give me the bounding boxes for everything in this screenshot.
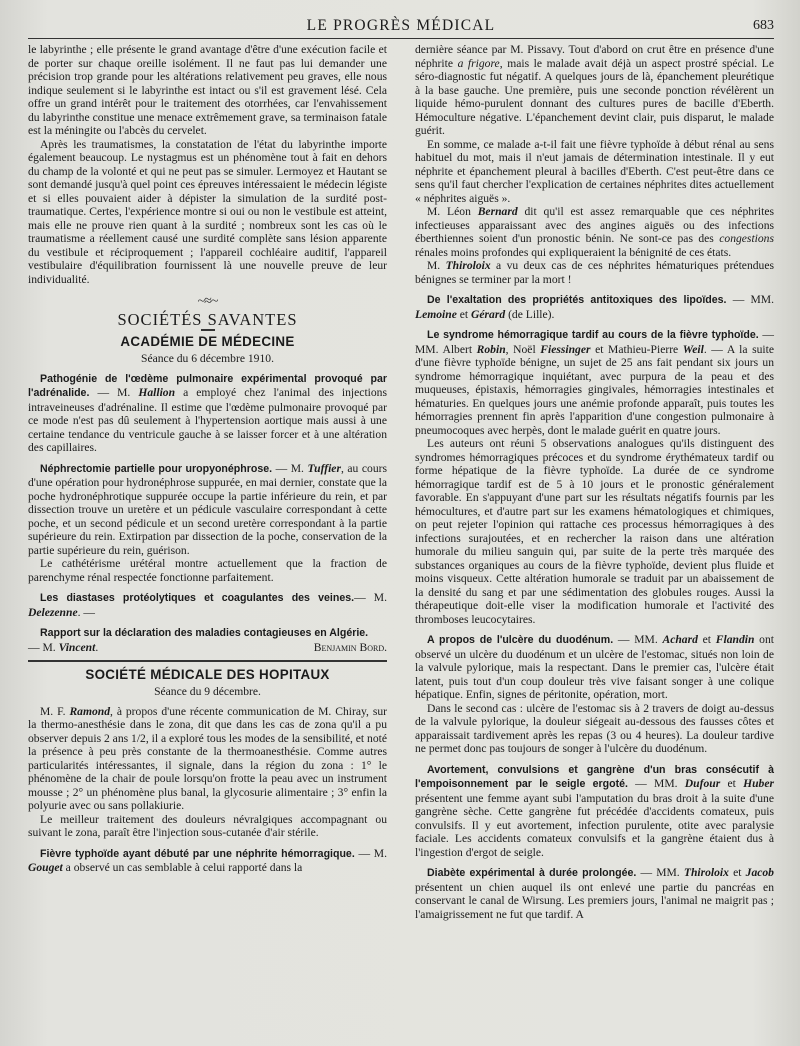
author-name: Delezenne	[28, 605, 78, 619]
article-pathogenie: Pathogénie de l'œdème pulmonaire expérimental provoqué par l'adrénalide. — M. Hallion a employé chez l'animal des injections intraveineuses d'adrénaline. Il estime que l'œdème pulmonaire provoqué par ce mode n'est pas dû seulement à l'hypertension aortique mais aussi à une certaine tendance du ventricule gauche à se laisser forcer et à une altération des capillaires.	[28, 372, 387, 454]
article-rapport	[28, 626, 387, 641]
paragraph-pissavy: dernière séance par M. Pissavy. Tout d'abord on crut être en présence d'une néphrite a frigore, mais le malade avait déjà un aspect prostré spécial. Le séro-diagnostic fut négatif. A quelques jours de là, épanchement pleurétique à la base gauche. Une première, puis une seconde ponction révélèrent un liquide hémo-purulent donnant des cultures pures de bacille d'Eberth. Hémoculture négative. L'épanchement devint clair, puis disparut, le malade guérit.	[415, 43, 774, 137]
author-name: Ramond	[69, 704, 111, 718]
article-fievre-typhoide: Fièvre typhoïde ayant débuté par une néphrite hémorragique. — M. Gouget a observé un cas semblable à celui rapporté dans la	[28, 846, 387, 874]
author-name: Hallion	[138, 386, 176, 399]
paragraph-labyrinthe: le labyrinthe ; elle présente le grand avantage d'être d'une exécution facile et de porter sur chaque oreille isolément. Il ne faut pas lui demander une précision trop grande pour les altérations relativement peu graves, elle nous indique seulement si le labyrinthe est intact ou s'il est gravement lésé. Cela offre un grand intérêt pour le traitement des otorrhées, car l'envahissement du labyrinthe constitue une menace extrêmement grave, sa terminaison fatale est la méningite ou l'abcès du cervelet.	[28, 43, 387, 137]
paragraph-catheterisme: Le cathétérisme urétéral montre actuellement que la fraction de parenchyme rénal respectée fonctionne parfaitement.	[28, 557, 387, 584]
author-name: Thiroloix	[683, 866, 729, 879]
section-rule	[28, 660, 387, 662]
ornament-divider: ~≈~	[197, 294, 218, 309]
right-column	[415, 43, 774, 921]
article-diastases: Les diastases protéolytiques et coagulantes des veines.— M. Delezenne. —	[28, 591, 388, 619]
journal-title: LE PROGRÈS MÉDICAL	[306, 17, 496, 34]
run-in-title: Fièvre typhoïde ayant débuté par une néphrite hémorragique.	[40, 847, 355, 860]
author-name: Dufour	[684, 777, 721, 790]
signature-line: — M. Vincent. Benjamin Bord.	[28, 640, 387, 654]
author-name: Bernard	[477, 205, 518, 218]
article-ramond: M. F. Ramond, à propos d'une récente communication de M. Chiray, sur la thermo-anesthésie dans le zona, dit que dans les cas de zona qu'il a pu observer depuis 2 ans 1/2, il a exploré tous les modes de la sensibilité, et noté la présence à peu près constante de la thermoanesthésie. Comme autres particularités intéressantes, il signale, dans la région du zona : 1° le phénomène de la chair de poule lorsqu'on frotte la peau avec un instrument mousse ; 2° un phénomène plus banal, la glycosurie alimentaire ; 3° enfin la polyurie avec ou sans pollakiurie.	[28, 704, 388, 812]
author-name: Gouget	[28, 861, 63, 874]
paragraph-thiroloix: M. Thiroloix a vu deux cas de ces néphrites hématuriques prétendues bénignes se terminer par la mort !	[415, 259, 774, 286]
section-title-societes: SOCIÉTÉS SAVANTES	[117, 309, 298, 329]
paragraph-auteurs: Les auteurs ont réuni 5 observations analogues qu'ils distinguent des syndromes hémorragiques précoces et du syndrome érythémateux tardif ou forme hépatique de la fièvre typhoïde. La durée de ce syndrome hémorragique tardif est de 5 à 10 jours et le pronostic généralement favorable. En s'appuyant d'une part sur les résultats négatifs fournis par les hémocultures, et d'autre part sur les examens hématologiques et chimiques, on peut rejeter l'opinion qui rattache ces processus hémorragiques à des infections surajoutées, et en rechercher la raison dans une altération humorale du milieu sanguin qui, par suite de la perte très marquée des substances organiques au cours de la fièvre typhoïde, devient plus fluide et moins visqueux. Cette altération humorale se traduit par un abaissement de la densité du sang et par une sédimentation des globules rouges. Aussi la thérapeutique doit-elle viser la modification humorale et l'activité des thromboses leucocytaires.	[415, 437, 774, 626]
page-header	[28, 16, 774, 39]
run-in-title: Les diastases protéolytiques et coagulantes des veines.	[40, 592, 355, 604]
author-name: Robin	[476, 342, 506, 356]
author-name: Fiessinger	[540, 342, 591, 356]
heading-hopitaux: SOCIÉTÉ MÉDICALE DES HOPITAUX	[85, 666, 330, 682]
run-in-title: De l'exaltation des propriétés antitoxiques des lipoïdes.	[427, 294, 727, 306]
columns	[28, 43, 774, 921]
paragraph-traumatismes: Après les traumatismes, la constatation de l'état du labyrinthe importe également beaucoup. Le nystagmus est un phénomène tout à fait en dehors du champ de la volonté et qui ne peut pas se simuler. Lermoyez et Hautant se sont demandé jusqu'à quel point ces épreuves intéressaient le médecin légiste et si elles pouvaient aider à dépister la simulation de la surdité post-traumatique. Certes, l'expérience montre si oui ou non le vestibule est atteint, mais elle ne prouve rien quant à la surdité ; nombreux sont les cas où le traumatisme a réellement causé une surdité complète sans lésion apparente du vestibule et réciproquement ; l'appareil cochléaire auditif, l'appareil vestibulaire d'équilibration fournissent là une nouvelle preuve de leur individualité.	[28, 137, 387, 286]
run-in-title: Avortement, convulsions et gangrène d'un bras consécutif à l'empoisonnement par le seigle ergoté.	[415, 763, 774, 790]
article-lipoides: De l'exaltation des propriétés antitoxiques des lipoïdes. — MM. Lemoine et Gérard (de Lille).	[415, 293, 774, 321]
author-name: Weil	[682, 342, 704, 356]
run-in-title: Rapport sur la déclaration des maladies contagieuses en Algérie.	[40, 627, 369, 639]
author-name: Tuffier	[307, 461, 341, 475]
run-in-title: Diabète expérimental à durée prolongée.	[427, 867, 637, 879]
paragraph-traitement-zona: Le meilleur traitement des douleurs névralgiques accompagnant ou suivant le zona, paraît être l'injection sous-cutanée d'air stérile.	[28, 812, 387, 839]
author-name: Achard	[662, 633, 698, 646]
article-seigle-ergote: Avortement, convulsions et gangrène d'un bras consécutif à l'empoisonnement par le seigle ergoté. — MM. Dufour et Huber présentent une femme ayant subi l'amputation du bras droit à la suite d'une gangrène sèche. Cette gangrène fut précédée d'accidents comateux, puis convulsifs. Il y eut avortement, infection purulente, otite avec paralysie faciale. Les accidents comateux convulsifs et la gangrène étaient dus à l'ingestion d'ergot de seigle.	[415, 763, 774, 859]
paragraph-en-somme: En somme, ce malade a-t-il fait une fièvre typhoïde à début rénal au sens habituel du mot, mais il n'eut jamais de détermination intestinale. Il y eut néphrite et épanchement pleural à bacilles d'Eberth. C'est peut-être dans ce sens qu'il faut chercher l'explication de certaines néphrites dites actuellement « néphrites aiguës ».	[415, 137, 774, 205]
author-name: Huber	[743, 777, 774, 790]
author-name: Vincent	[58, 640, 96, 654]
author-name: Lemoine	[415, 307, 457, 321]
run-in-title: Néphrectomie partielle pour uropyonéphrose.	[40, 462, 273, 475]
article-diabete: Diabète expérimental à durée prolongée. — MM. Thiroloix et Jacob présentent un chien auquel ils ont enlevé une partie du pancréas en conservant le canal de Wirsung. Les premiers jours, l'animal ne maigrit pas ; l'amaigrissement ne fut que tardif. A	[415, 866, 774, 921]
author-name: Thiroloix	[445, 259, 491, 272]
run-in-title: Pathogénie de l'œdème pulmonaire expérimental provoqué par l'adrénalide.	[28, 372, 387, 399]
author-name: Gérard	[471, 307, 506, 321]
left-column	[28, 43, 387, 921]
paragraph-bernard: M. Léon Bernard dit qu'il est assez remarquable que ces néphrites infectieuses apparaissant avec des angines aiguës ou des infections éberthiennes soient d'un pronostic bénin. Ne sont-ce pas des congestions rénales moins profondes qui expliqueraient la bénignité de ces états.	[415, 205, 774, 259]
heading-academie: ACADÉMIE DE MÉDECINE	[120, 333, 295, 349]
page-number: 683	[753, 18, 774, 33]
article-nephrectomie: Néphrectomie partielle pour uropyonéphrose. — M. Tuffier, au cours d'une opération pour hydronéphrose suppurée, en mai dernier, constate que la poche hydronéphrotique suppurée occupe la partie inférieure du rein, et par dissection trouve un uretère et un pédicule vasculaire correspondant à cette poche, et un second pédicule et un second uretère correspondant à la partie supérieure du rein. Extirpation par dissection de la poche, conservation de la partie supérieure du rein, guérison.	[28, 461, 387, 557]
paragraph-second-cas: Dans le second cas : ulcère de l'estomac sis à 2 travers de doigt au-dessus de la valvule pylorique, la douleur siégeait au-dessous des fausses côtes et apparaissait tardivement après les repas (3 ou 4 heures). La douleur tardive ne permet donc pas toujours de songer à l'ulcère du duodénum.	[415, 701, 774, 755]
author-name: Flandin	[715, 633, 755, 646]
run-in-title: Le syndrome hémorragique tardif au cours de la fièvre typhoïde.	[427, 329, 759, 341]
author-name: Jacob	[745, 866, 774, 879]
section-dash	[201, 329, 215, 331]
run-in-title: A propos de l'ulcère du duodénum.	[427, 634, 614, 646]
article-ulcere-duodenum: A propos de l'ulcère du duodénum. — MM. Achard et Flandin ont observé un ulcère du duodénum et un ulcère de l'estomac, situés non loin de la valvule pylorique, mais la respectant. Dans le premier cas, l'ulcère était latent, puis tout d'un coup douleur très vive faisant songer à une colique hépatique. Enfin, signes de péritonite, opération, mort.	[415, 633, 774, 701]
article-syndrome-hemorragique: Le syndrome hémorragique tardif au cours de la fièvre typhoïde. — MM. Albert Robin, Noël Fiessinger et Mathieu-Pierre Weil. — A la suite d'une fièvre typhoïde bénigne, un sujet de 25 ans fait pendant six jours un syndrome hémorragique inquiétant, avec purpura de la peau et des muqueuses, épistaxis, hémorragies gingivales, hémorragies intestinales et hématuries. En quelques jours une anémie profonde apparaît, puis toutes les hémorragies prennent fin après l'apparition d'une congestion pulmonaire à pneumocoques avec herpès, dont le malade guérit en quatre jours.	[415, 328, 774, 437]
report-signature: Benjamin Bord.	[313, 640, 387, 654]
seance-date-2: Séance du 9 décembre.	[154, 685, 261, 698]
seance-date-1: Séance du 6 décembre 1910.	[141, 352, 274, 365]
